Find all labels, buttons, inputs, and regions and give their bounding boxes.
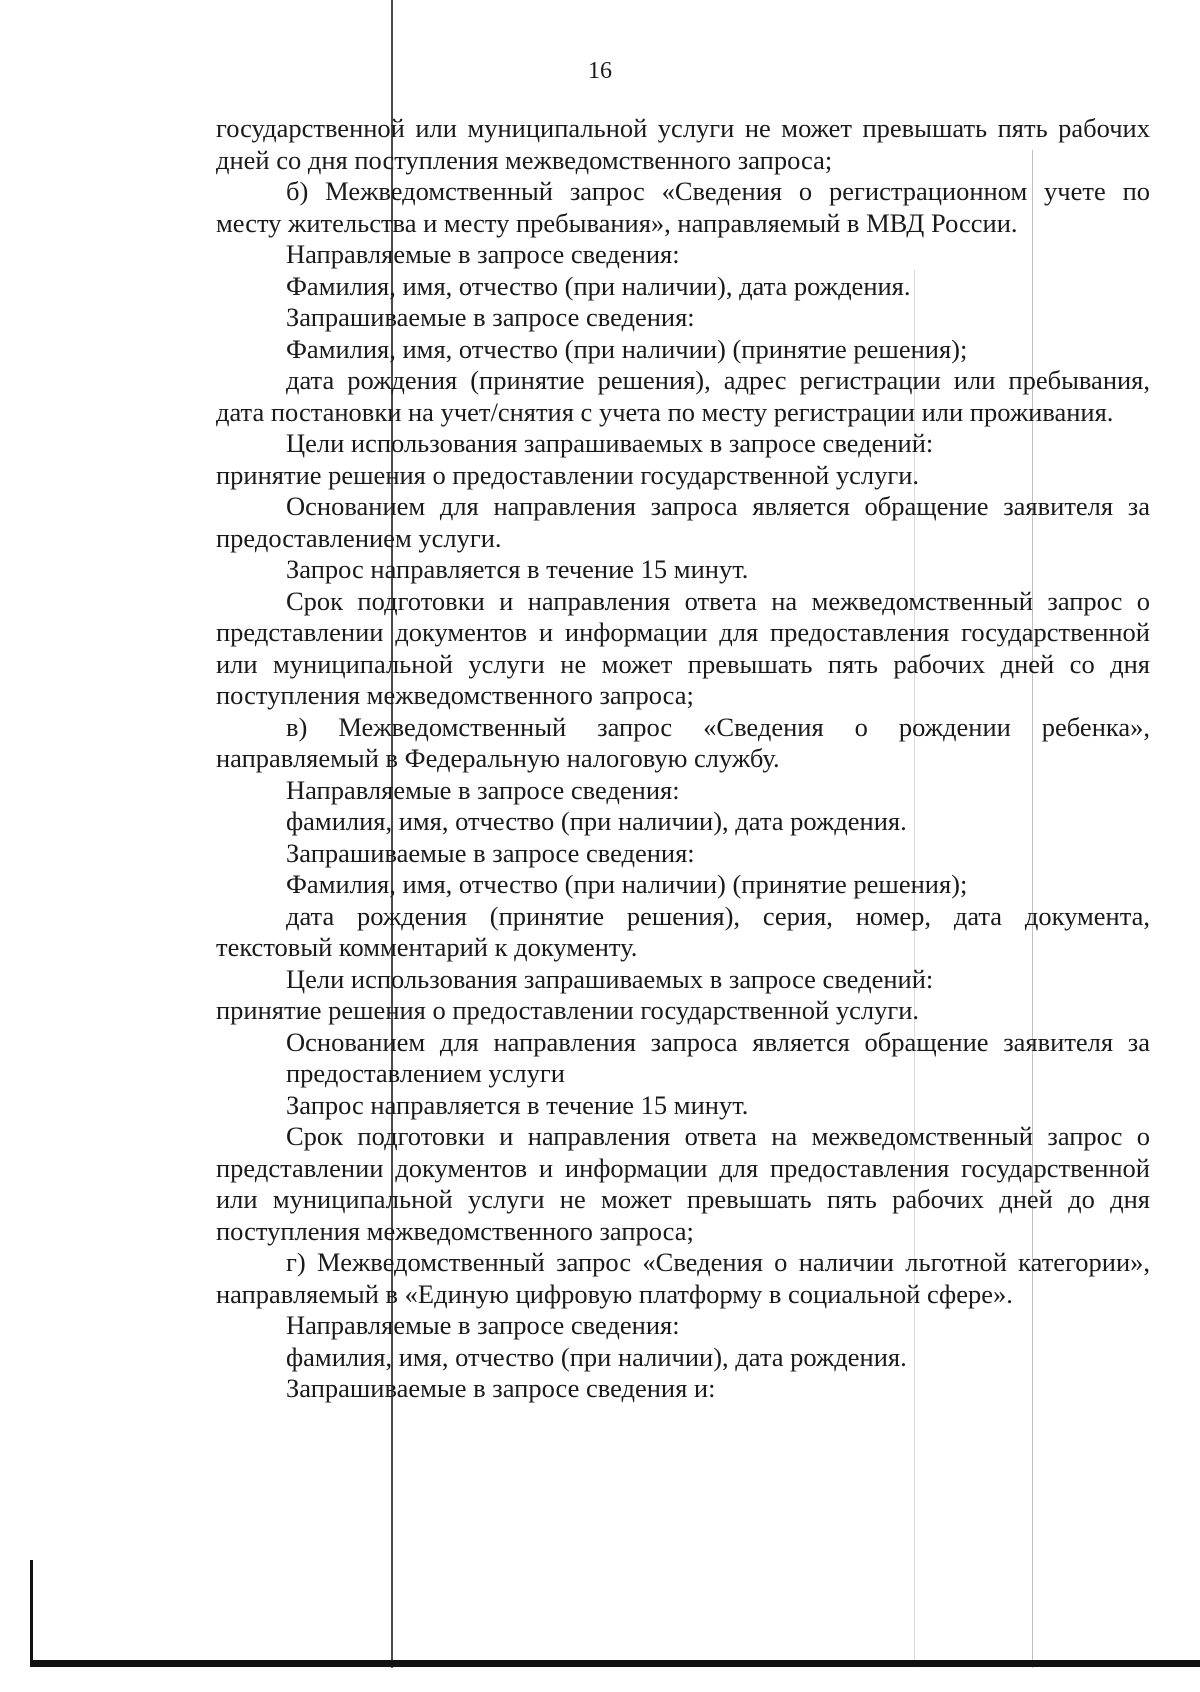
scan-bottom-edge (30, 1660, 1200, 1667)
paragraph: дата рождения (принятие решения), адрес регистрации или пребывания, дата постановки на учет/снятия с учета по месту регистрации или проживания. (216, 365, 1150, 427)
paragraph: принятие решения о предоставлении государственной услуги. (216, 995, 920, 1025)
paragraph: Фамилия, имя, отчество (при наличии), дата рождения. (286, 270, 911, 301)
paragraph: Направляемые в запросе сведения: (286, 774, 680, 805)
page-number: 16 (588, 58, 612, 84)
paragraph: Направляемые в запросе сведения: (286, 1310, 680, 1340)
paragraph: в) Межведомственный запрос «Сведения о рождении ребенка», направляемый в Федеральную налоговую службу. (216, 711, 1150, 773)
document-body (216, 113, 1150, 1405)
paragraph: г) Межведомственный запрос «Сведения о наличии льготной категории», направляемый в «Единую цифровую платформу в социальной сфере». (216, 1247, 1150, 1309)
paragraph: Срок подготовки и направления ответа на межведомственный запрос о представлении документов и информации для предоставления государственной или муниципальной услуги не может превышать пять рабочих дней со дня поступления межведомственного запроса; (216, 585, 1150, 710)
paragraph: фамилия, имя, отчество (при наличии), дата рождения. (286, 806, 907, 836)
paragraph: Цели использования запрашиваемых в запросе сведений: (286, 428, 934, 458)
paragraph: принятие решения о предоставлении государственной услуги. (216, 459, 920, 490)
paragraph: дата рождения (принятие решения), серия, номер, дата документа, текстовый комментарий к документу. (216, 900, 1150, 962)
paragraph: Запрашиваемые в запросе сведения: (286, 302, 695, 332)
paragraph: Цели использования запрашиваемых в запросе сведений: (286, 963, 934, 994)
paragraph: Запрос направляется в течение 15 минут. (286, 1089, 749, 1120)
paragraph: Фамилия, имя, отчество (при наличии) (принятие решения); (286, 869, 968, 899)
scan-left-edge (30, 1560, 33, 1666)
paragraph: Направляемые в запросе сведения: (286, 239, 680, 269)
paragraph: Основанием для направления запроса является обращение заявителя за предоставлением услуги (286, 1026, 1150, 1088)
paragraph: Фамилия, имя, отчество (при наличии) (принятие решения); (286, 333, 968, 364)
paragraph: фамилия, имя, отчество (при наличии), дата рождения. (286, 1341, 907, 1372)
paragraph: Основанием для направления запроса является обращение заявителя за предоставлением услуги. (216, 491, 1150, 553)
paragraph: б) Межведомственный запрос «Сведения о регистрационном учете по месту жительства и месту пребывания», направляемый в МВД России. (216, 176, 1150, 238)
paragraph: Запрашиваемые в запросе сведения и: (286, 1373, 716, 1403)
paragraph: государственной или муниципальной услуги не может превышать пять рабочих дней со дня поступления межведомственного запроса; (216, 113, 1150, 175)
paragraph: Запрос направляется в течение 15 минут. (286, 554, 749, 584)
paragraph: Запрашиваемые в запросе сведения: (286, 837, 695, 868)
paragraph: Срок подготовки и направления ответа на межведомственный запрос о представлении документов и информации для предоставления государственной или муниципальной услуги не может превышать пять рабочих дней до дня поступления межведомственного запроса; (216, 1121, 1150, 1246)
